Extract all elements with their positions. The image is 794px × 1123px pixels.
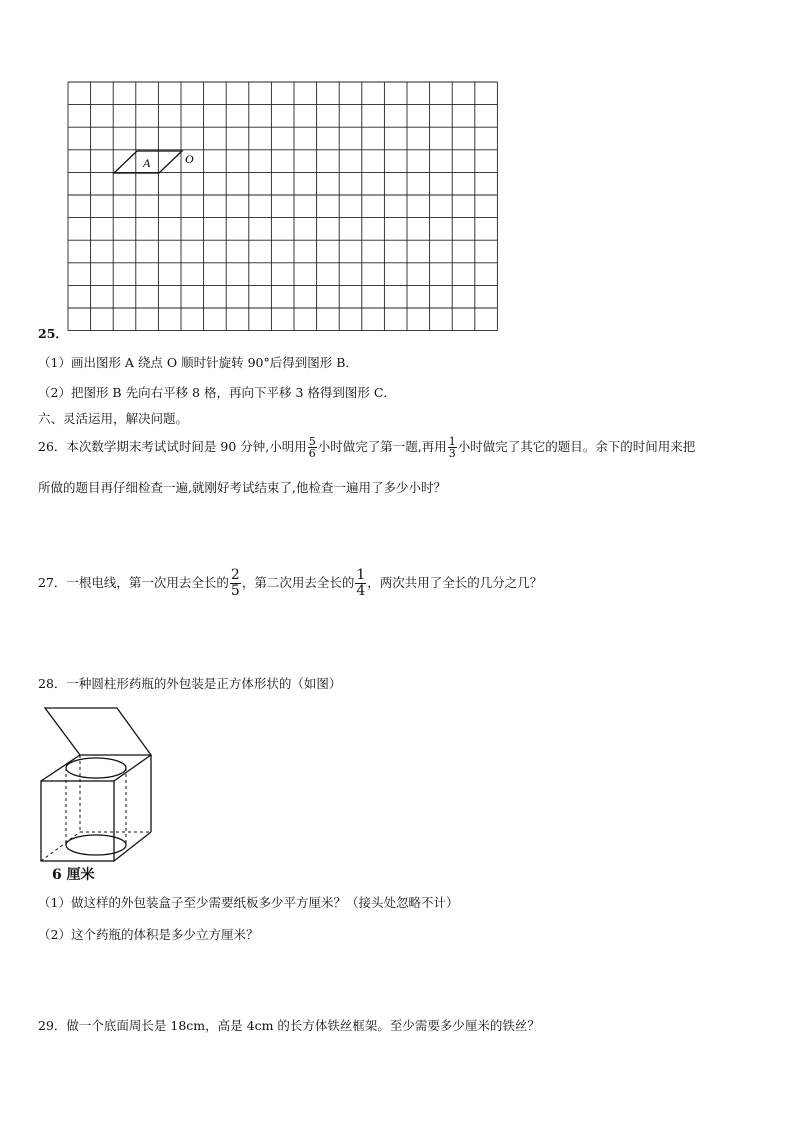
fraction-numerator: 1	[448, 435, 456, 448]
fraction-denominator: 3	[448, 447, 456, 460]
fraction-denominator: 4	[356, 583, 366, 599]
fraction-numerator: 1	[356, 567, 366, 583]
q26-text-b: 小时做完了第一题,再用	[317, 439, 447, 454]
q25-part1: （1）画出图形 A 绕点 O 顺时针旋转 90°后得到图形 B．	[38, 355, 358, 370]
shape-a-label: A	[143, 156, 151, 170]
q25-number: 25．	[38, 326, 68, 341]
q28-part1: （1）做这样的外包装盒子至少需要纸板多少平方厘米？（接头处忽略不计）	[38, 895, 459, 910]
q27-text-c: ，两次共用了全长的几分之几？	[367, 575, 543, 590]
q26-text-c: 小时做完了其它的题目。余下的时间用来把	[457, 439, 696, 454]
fraction-denominator: 5	[230, 583, 240, 599]
q27-text-a: 27．一根电线，第一次用去全长的	[38, 575, 229, 590]
section6-title: 六、灵活运用，解决问题。	[38, 411, 189, 426]
q26-text-a: 26．本次数学期末考试试时间是 90 分钟,小明用	[38, 439, 307, 454]
q28-question: 28．一种圆柱形药瓶的外包装是正方体形状的（如图）	[38, 676, 342, 691]
q26-line2: 所做的题目再仔细检查一遍,就刚好考试结束了,他检查一遍用了多少小时？	[38, 480, 446, 495]
fraction-denominator: 6	[308, 447, 316, 460]
q25-part2: （2）把图形 B 先向右平移 8 格，再向下平移 3 格得到图形 C．	[38, 385, 396, 400]
q28-figure-label: 6 厘米	[52, 867, 95, 883]
fraction-numerator: 5	[308, 435, 316, 448]
q27-text-b: ，第二次用去全长的	[241, 575, 355, 590]
fraction-numerator: 2	[230, 567, 240, 583]
point-o-label: O	[185, 152, 194, 166]
q28-part2: （2）这个药瓶的体积是多少立方厘米？	[38, 927, 259, 942]
q29-question: 29．做一个底面周长是 18cm，高是 4cm 的长方体铁丝框架。至少需要多少厘米的铁丝？	[38, 1018, 540, 1033]
